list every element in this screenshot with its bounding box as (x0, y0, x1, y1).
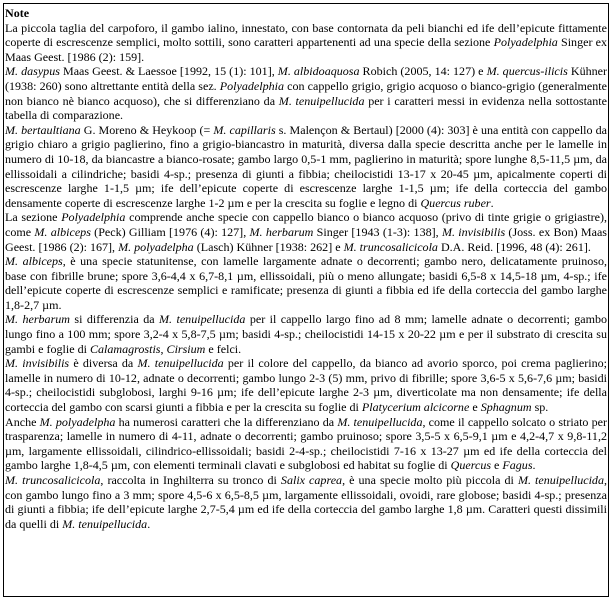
text-run: e (469, 400, 481, 415)
species-name: M. herbarum (249, 224, 314, 239)
species-name: M. truncosalicicola (5, 473, 101, 487)
text-run: . (490, 195, 494, 210)
species-name: M. capillaris (213, 122, 276, 137)
species-name: M. tenuipellucida (62, 516, 148, 531)
text-run: (Lasch) Kühner [1938: 262] e (193, 239, 344, 254)
species-name: M. albiceps (34, 224, 91, 239)
species-name: Sphagnum (480, 400, 532, 415)
species-name: M. invisibilis (441, 224, 506, 239)
note-paragraph (5, 312, 607, 356)
species-name: M. herbarum (5, 312, 70, 327)
text-run: Kühner (1938: 260) sono altrettante entità della sez. (5, 64, 607, 93)
notes-heading: Note (5, 6, 30, 20)
species-name: M. polyadelpha (118, 239, 194, 254)
species-name: Quercus ruber (420, 195, 491, 210)
text-run: ha numerosi caratteri che la differenziano da (115, 414, 338, 429)
text-run: , è una specie statunitense, con lamelle largamente adnate o decorrenti; gambo nero, delicatamente pruinoso, base con fibrille brune; spore 3,6-4,4 x 6,7-8,1 µm, ellissoidali, più o meno allungate; basidi 6,5-8 x 14,5-18 µm, 4-sp.; ife dell’epicute coperte di escrescenze semplici e ramificate; presenza di giunti a fibbia ed ife della corteccia del gambo larghe 1,8-2,7 µm. (5, 254, 607, 312)
species-name: M. polyadelpha (39, 414, 116, 429)
text-run: si differenzia da (69, 312, 160, 327)
species-name: M. albidoaquosa (277, 64, 360, 79)
note-paragraph (5, 254, 607, 312)
species-name: M. tenuipellucida (517, 473, 604, 487)
text-run: La sezione (5, 210, 62, 225)
note-paragraph (5, 64, 607, 122)
text-run: . (147, 516, 151, 531)
text-run: Robich (2005, 14: 127) e (359, 64, 487, 79)
note-paragraph (5, 415, 607, 473)
text-run: La piccola taglia del carpoforo, il gambo ialino, innestato, con base contornata da peli bianchi ed ife dell’epicute fittamente coperte di escrescenze semplici, molto sottili, sono caratteri appartenenti ad una specie della sezione (5, 20, 607, 50)
text-run: per il colore del cappello, da bianco ad avorio sporco, poi crema paglierino; lamelle in numero di 10-12, adnate o decorrenti; gambo lungo 2-3 (5) mm, privo di fibrille; spore 3,6-5 x 5,6-7,6 µm; basidi 4-sp.; cheilocistidi subglobosi, larghi 9-16 µm; ife dell’epicute larghe 2-3 µm, diverticolate ma non densamente; ife della corteccia del gambo con scarsi giunti a fibbia e per la crescita su foglie di (5, 356, 607, 415)
text-run: (Joss. ex Bon) Maas Geest. [1986 (2): 167], (5, 224, 607, 254)
text-run: comprende anche specie con cappello bianco o bianco acquoso (privo di tinte grigie o grigiastre), come (5, 210, 607, 239)
species-name: M. invisibilis (5, 356, 70, 371)
species-name: Cirsium (166, 341, 206, 356)
note-paragraph (5, 210, 607, 254)
species-name: M. truncosalicicola (343, 239, 438, 254)
note-paragraph (5, 473, 607, 531)
text-run: G. Moreno & Heykoop (= (80, 122, 214, 137)
species-name: Polyadelphia (61, 210, 126, 225)
species-name: M. tenuipellucida (137, 356, 224, 371)
species-name: M. dasypus (5, 64, 60, 79)
species-name: Polyadelphia (493, 35, 558, 50)
text-run: Anche (5, 414, 40, 429)
text-run: Singer [1943 (1-3): 138], (313, 224, 442, 239)
species-name: Calamagrostis (89, 341, 161, 356)
text-run: per il cappello largo fino ad 8 mm; lamelle adnate o decorrenti; gambo lungo fino a 100 mm; spore 3,2-4 x 5,8-7,5 µm; basidi 4-sp.; cheilocistidi 14-15 x 20-22 µm e per il substrato di crescita su gambi e foglie di (5, 312, 607, 356)
species-name: Quercus (450, 458, 492, 473)
text-run: sp. (531, 400, 549, 415)
text-run: Maas Geest. & Laessoe [1992, 15 (1): 101], (59, 64, 278, 79)
species-name: M. tenuipellucida (159, 312, 246, 327)
species-name: Platycerium alcicorne (361, 400, 470, 415)
species-name: M. tenuipellucida (278, 93, 365, 108)
species-name: Fagus (502, 458, 533, 473)
text-run: (Peck) Gilliam [1976 (4): 127], (90, 224, 250, 239)
species-name: M. tenuipellucida (337, 414, 423, 429)
species-name: Salix caprea (280, 473, 343, 487)
text-run: D.A. Reid. [1996, 48 (4): 261]. (437, 239, 591, 254)
species-name: M. bertaultiana (5, 122, 81, 137)
text-run: con cappello grigio, grigio acquoso o bianco-grigio (generalmente non bianco nè bianco acquoso), che si differenziano da (5, 78, 607, 108)
text-run: Singer ex Maas Geest. [1986 (2): 159]. (5, 35, 607, 64)
notes-body (5, 21, 607, 532)
text-run: per i caratteri messi in evidenza nella sottostante tabella di comparazione. (5, 93, 607, 123)
text-run: , come il cappello solcato o striato per trasparenza; lamelle in numero di 4-11, adnate o decorrenti; gambo pruinoso; spore 3,5-5 x 6,5-9,1 µm e 4,2-4,7 x 9,8-11,2 µm, largamente ellissoidali, cilindrico-ellissoidali; basidi 2-4-sp.; cheilocistidi 7-16 x 13-27 µm ed ife della corteccia del gambo larghe 1,8-4,5 µm, con elementi terminali clavati e subglobosi ed habitat su foglie di (5, 414, 608, 473)
text-run: , è una specie molto più piccola di (342, 473, 518, 487)
text-run: . (532, 458, 536, 473)
note-paragraph (5, 21, 607, 65)
species-name: M. quercus-ilicis (486, 64, 568, 79)
text-run: e felci. (205, 341, 242, 356)
note-paragraph (5, 356, 607, 414)
text-run: e (491, 458, 503, 473)
species-name: M. albiceps (5, 254, 63, 269)
text-run: , (160, 341, 167, 356)
text-run: , raccolta in Inghilterra su tronco di (100, 473, 281, 487)
text-run: s. Malençon & Bertaul) [2000 (4): 303] è una entità con cappello da grigio chiaro a grigio paglierino, fino a grigio-biancastro in maturità, diversa dalla specie descritta anche per le lamelle in numero di 10-18, da biancastre a bianco-rosate; gambo largo 0,5-1 mm, paglierino in maturità; spore lunghe 8,5-11,5 µm, da ellissoidali a cilindriche; basidi 4-sp.; presenza di giunti a fibbia; cheilocistidi 13-17 x 20-45 µm, apicalmente coperti di escrescenze larghe 1-1,5 µm; ife dell’epicute coperte di escrescenze larghe 1-1,5 µm; ife della corteccia del gambo densamente coperte di escrescenze larghe 1-2 µm e per la crescita su foglie e legno di (5, 122, 608, 210)
note-paragraph (5, 123, 607, 211)
species-name: Polyadelphia (219, 78, 285, 93)
text-run: , con gambo lungo fino a 3 mm; spore 4,5-6 x 6,5-8,5 µm, largamente ellissoidali, ovoidi, rare globose; basidi 4-sp.; presenza di giunti a fibbia; ife dell’epicute larghe 2,7-5,4 µm ed ife della corteccia del gambo larghe 1,8 µm. Caratteri questi dissimili da quelli di (5, 473, 607, 531)
text-run: è diversa da (69, 356, 138, 371)
